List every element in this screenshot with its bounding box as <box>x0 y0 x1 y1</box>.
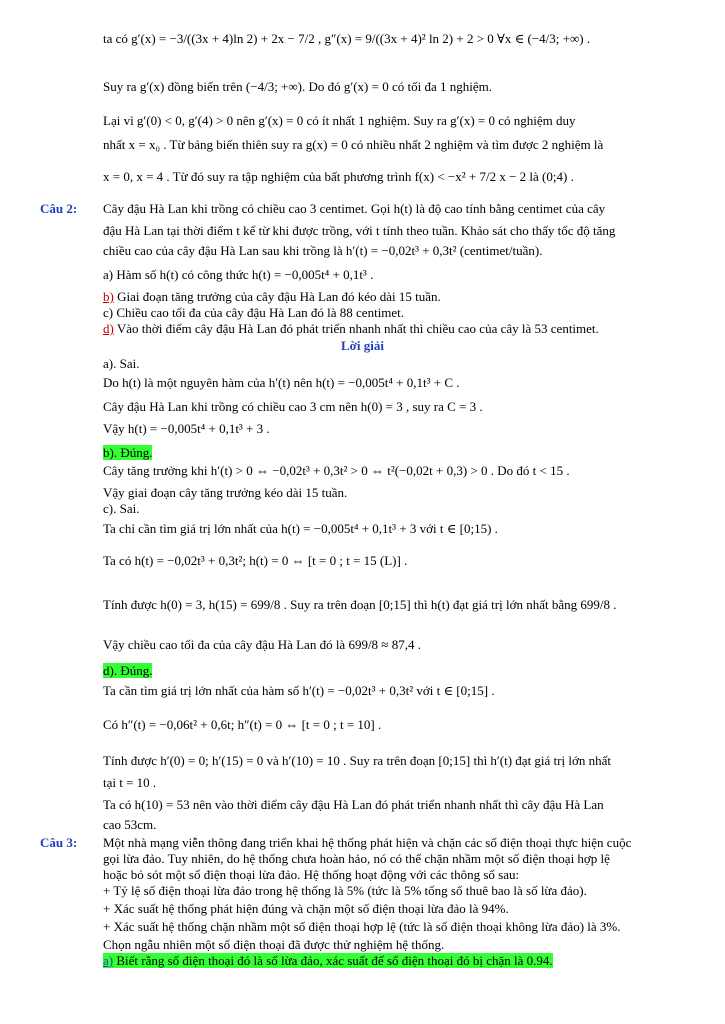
answer-b-highlight: b). Đúng. <box>103 445 153 460</box>
text-line: cao 53cm. <box>103 817 157 832</box>
answer-c: c). Sai. <box>103 501 140 516</box>
statement-c: c) Chiều cao tối đa của cây đậu Hà Lan đó là 88 centimet. <box>103 305 405 320</box>
text-line: Ta chỉ cần tìm giá trị lớn nhất của h(t) = −0,005t⁴ + 0,1t³ + 3 với t ∈ [0;15) . <box>103 521 498 536</box>
text-line: Ta có h(t) = −0,02t³ + 0,3t²; h(t) = 0 ⇔ [t = 0 ; t = 15 (L)] . <box>103 553 408 568</box>
text-line: Chọn ngẫu nhiên một số điện thoại đã được thử nghiệm hệ thống. <box>103 937 445 952</box>
text-line: ta có g′(x) = −3/((3x + 4)ln 2) + 2x − 7/2 , g″(x) = 9/((3x + 4)² ln 2) + 2 > 0 ∀x ∈ (−4/3; +∞) . <box>103 31 591 46</box>
text-line: x = 0, x = 4 . Từ đó suy ra tập nghiệm của bất phương trình f(x) < −x² + 7/2 x − 2 là (0;4) . <box>103 169 574 184</box>
text-line: + Tỷ lệ số điện thoại lừa đảo trong hệ thống là 5% (tức là 5% tổng số thuê bao là số lừa đảo). <box>103 883 587 898</box>
statement-3a-text: Biết rằng số điện thoại đó là số lừa đảo, xác suất để số điện thoại đó bị chặn là 0.94. <box>116 953 553 968</box>
text-line: Do h(t) là một nguyên hàm của h′(t) nên h(t) = −0,005t⁴ + 0,1t³ + C . <box>103 375 460 390</box>
text-line: gọi lừa đảo. Tuy nhiên, do hệ thống chưa hoàn hảo, nó có thể chặn nhầm một số điện thoại hợp lệ <box>103 851 610 866</box>
answer-d-highlight: d). Đúng. <box>103 663 153 678</box>
statement-3a <box>103 952 553 969</box>
statement-b-text: Giai đoạn tăng trưởng của cây đậu Hà Lan đó kéo dài 15 tuần. <box>117 289 441 304</box>
option-a-label: a) <box>103 953 114 968</box>
statement-b <box>103 288 441 305</box>
text-line: Ta có h(10) = 53 nên vào thời điểm cây đậu Hà Lan đó phát triển nhanh nhất thì cây đậu Hà Lan <box>103 797 604 812</box>
question-3-label: Câu 3: <box>40 835 78 850</box>
answer-b <box>103 444 152 461</box>
text-line: Vậy chiều cao tối đa của cây đậu Hà Lan đó là 699/8 ≈ 87,4 . <box>103 637 421 652</box>
text-line: Suy ra g′(x) đồng biến trên (−4/3; +∞). Do đó g′(x) = 0 có tối đa 1 nghiệm. <box>103 79 492 94</box>
text-line: Tính được h(0) = 3, h(15) = 699/8 . Suy ra trên đoạn [0;15] thì h(t) đạt giá trị lớn nhất bằng 699/8 . <box>103 597 617 612</box>
statement-a: a) Hàm số h(t) có công thức h(t) = −0,005t⁴ + 0,1t³ . <box>103 267 374 282</box>
answer-a: a). Sai. <box>103 356 140 371</box>
text-line: Lại vì g′(0) < 0, g′(4) > 0 nên g′(x) = 0 có ít nhất 1 nghiệm. Suy ra g′(x) = 0 có nghiệm duy <box>103 113 576 128</box>
question-2-label: Câu 2: <box>40 201 78 216</box>
text-line: đậu Hà Lan tại thời điểm t kể từ khi được trồng, với t tính theo tuần. Khảo sát cho thấy tốc độ tăng <box>103 223 616 238</box>
text-line: Tính được h′(0) = 0; h′(15) = 0 và h′(10) = 10 . Suy ra trên đoạn [0;15] thì h′(t) đạt giá trị lớn nhất <box>103 753 611 768</box>
text-line: Một nhà mạng viễn thông đang triển khai hệ thống phát hiện và chặn các số điện thoại thực hiện cuộc <box>103 835 632 850</box>
text-line: Vậy h(t) = −0,005t⁴ + 0,1t³ + 3 . <box>103 421 270 436</box>
text-line: + Xác suất hệ thống chặn nhầm một số điện thoại hợp lệ (tức là số điện thoại không lừa đảo) là 3%. <box>103 919 621 934</box>
text-line: Ta cần tìm giá trị lớn nhất của hàm số h′(t) = −0,02t³ + 0,3t² với t ∈ [0;15] . <box>103 683 495 698</box>
text-line: Có h″(t) = −0,06t² + 0,6t; h″(t) = 0 ⇔ [t = 0 ; t = 10] . <box>103 717 382 732</box>
text-line: Cây đậu Hà Lan khi trồng có chiều cao 3 centimet. Gọi h(t) là độ cao tính bằng centimet của cây <box>103 201 606 216</box>
text-line: tại t = 10 . <box>103 775 157 790</box>
option-d-label: d) <box>103 321 114 336</box>
statement-d <box>103 320 599 337</box>
option-b-label: b) <box>103 289 114 304</box>
statement-d-text: Vào thời điểm cây đậu Hà Lan đó phát triển nhanh nhất thì chiều cao của cây là 53 centimet. <box>116 321 599 336</box>
text-line: hoặc bỏ sót một số điện thoại lừa đảo. Hệ thống hoạt động với các thông số sau: <box>103 867 520 882</box>
text-line: nhất x = x₀ . Từ bảng biến thiên suy ra g(x) = 0 có nhiều nhất 2 nghiệm và tìm được 2 nghiệm là <box>103 137 604 152</box>
text-line: chiều cao của cây đậu Hà Lan sau khi trồng là h′(t) = −0,02t³ + 0,3t² (centimet/tuần). <box>103 243 543 258</box>
answer-d <box>103 662 152 679</box>
text-line: + Xác suất hệ thống phát hiện đúng và chặn một số điện thoại lừa đảo là 94%. <box>103 901 509 916</box>
text-line: Cây đậu Hà Lan khi trồng có chiều cao 3 cm nên h(0) = 3 , suy ra C = 3 . <box>103 399 483 414</box>
statement-3a-highlight <box>103 953 553 968</box>
text-line: Cây tăng trưởng khi h′(t) > 0 ⇔ −0,02t³ + 0,3t² > 0 ⇔ t²(−0,02t + 0,3) > 0 . Do đó t < 15 . <box>103 463 570 478</box>
solution-heading: Lời giải <box>341 338 384 353</box>
text-line: Vậy giai đoạn cây tăng trưởng kéo dài 15 tuần. <box>103 485 348 500</box>
